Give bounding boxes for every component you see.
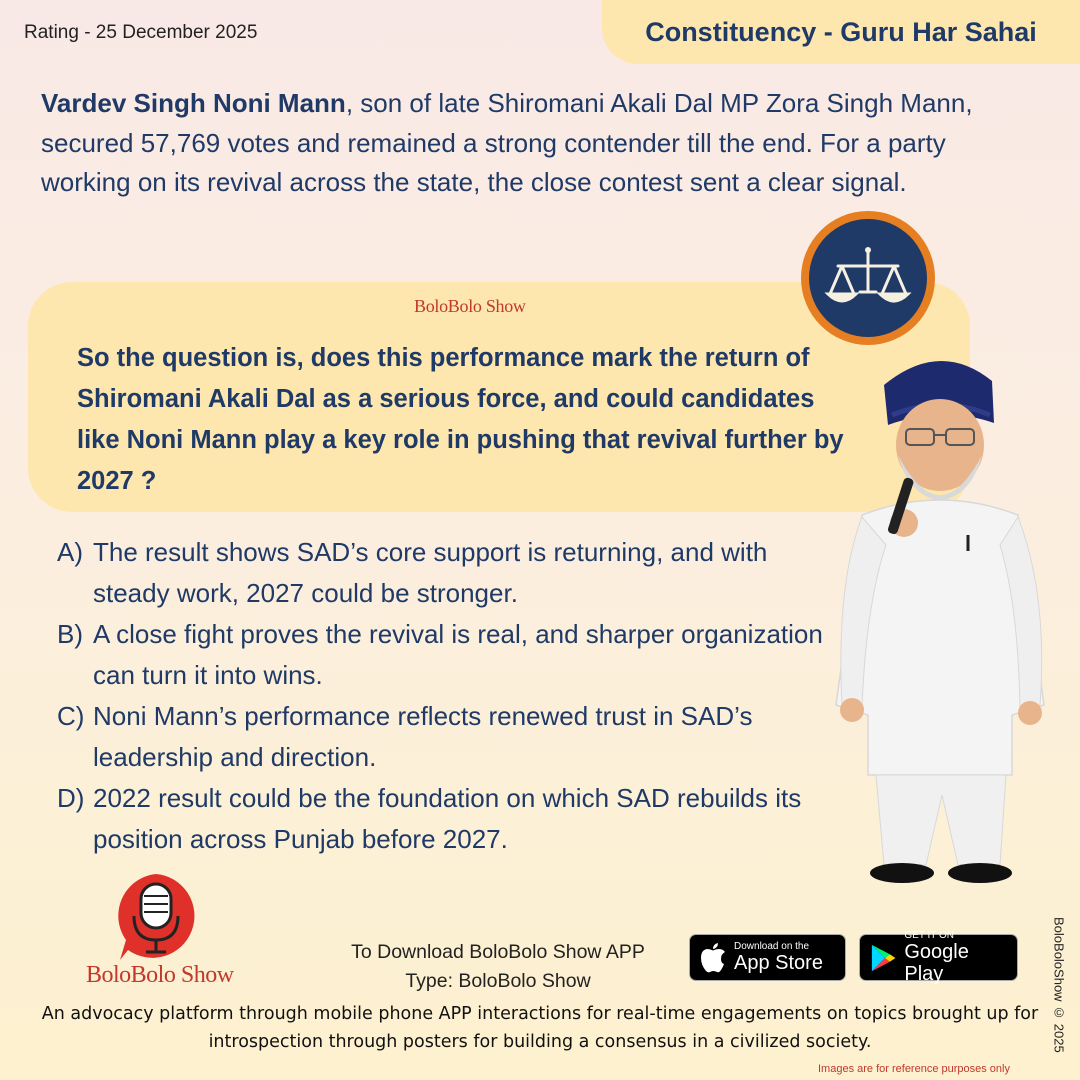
question-text: So the question is, does this performance mark the return of Shiromani Akali Dal as a serious force, and could candidates like Noni Mann play a key role in pushing that revival further by 2027 ? [77,344,844,495]
app-store-button[interactable] [689,934,846,981]
intro-text: , son of late Shiromani Akali Dal MP Zora Singh Mann, secured 57,769 votes and remained a strong contender till the end. For a party working on its revival across the state, the close contest sent a clear signal. [41,88,973,197]
option-letter: C) [57,701,85,731]
party-symbol-badge [801,211,935,345]
option-letter: B) [57,619,83,649]
option-a[interactable] [57,532,827,614]
constituency-title: Constituency - Guru Har Sahai [602,0,1080,64]
app-store-small-text: Download on the [734,941,810,952]
google-play-icon [870,943,896,973]
footer-brand: BoloBolo Show [86,962,234,988]
scales-of-justice-icon [820,230,916,326]
option-c[interactable] [57,696,827,778]
answer-options [57,532,827,860]
option-letter: D) [57,783,85,813]
apple-icon [700,943,726,973]
option-d[interactable] [57,778,827,860]
intro-paragraph [41,84,1041,203]
candidate-name: Vardev Singh Noni Mann [41,88,346,118]
download-instructions [320,938,676,996]
download-line-2: Type: BoloBolo Show [405,970,591,992]
app-store-label: App Store [734,952,823,974]
option-text: Noni Mann’s performance reflects renewed trust in SAD’s leadership and direction. [93,701,753,772]
google-play-label: Google Play [904,941,969,985]
download-line-1: To Download BoloBolo Show APP [351,941,645,963]
platform-tagline: An advocacy platform through mobile phone APP interactions for real-time engagements on topics brought up for introspection through posters for building a consensus in a civilized society. [41,1004,1039,1052]
option-text: 2022 result could be the foundation on which SAD rebuilds its position across Punjab before 2027. [93,783,802,854]
rating-date: Rating - 25 December 2025 [24,22,258,43]
image-disclaimer: Images are for reference purposes only [818,1063,1010,1075]
question-brand: BoloBolo Show [414,296,526,316]
copyright-vertical: BoloBoloShow © 2025 [1051,917,1067,1053]
option-letter: A) [57,537,83,567]
candidate-illustration [822,345,1062,900]
option-text: The result shows SAD’s core support is returning, and with steady work, 2027 could be stronger. [93,537,768,608]
option-text: A close fight proves the revival is real, and sharper organization can turn it into wins. [93,619,823,690]
podcast-microphone-icon [108,868,204,964]
option-b[interactable] [57,614,827,696]
google-play-button[interactable] [859,930,1018,985]
google-play-small-text: GET IT ON [904,930,955,941]
